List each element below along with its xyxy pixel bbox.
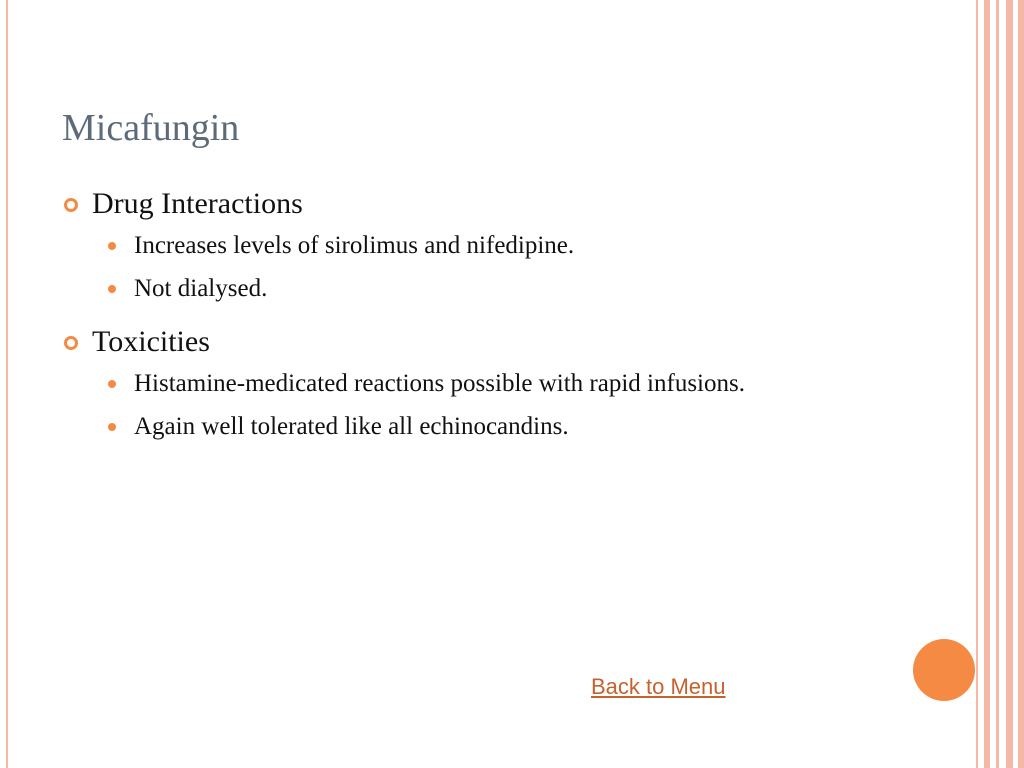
bullet-item: [62, 366, 912, 401]
bullet-item: [62, 271, 912, 306]
ring-bullet-icon: [64, 336, 78, 350]
section-heading-text: Drug Interactions: [92, 187, 303, 220]
section-heading: [62, 322, 912, 362]
bullet-text: Again well tolerated like all echinocandins.: [134, 413, 569, 440]
ring-bullet-icon: [64, 198, 78, 212]
left-border-line: [6, 0, 8, 768]
back-to-menu-link[interactable]: Back to Menu: [591, 674, 726, 699]
dot-bullet-icon: [108, 380, 116, 388]
bullet-item: [62, 409, 912, 444]
bullet-text: Not dialysed.: [134, 275, 268, 302]
dot-bullet-icon: [108, 285, 116, 293]
slide-content: [62, 184, 912, 452]
right-border-stripe: [1006, 0, 1013, 768]
slide-title: Micafungin: [62, 107, 240, 149]
bullet-text: Histamine-medicated reactions possible with rapid infusions.: [134, 370, 745, 397]
right-border-stripe: [1018, 0, 1024, 768]
bullet-item: [62, 228, 912, 263]
decorative-circle: [913, 639, 975, 701]
section-heading-text: Toxicities: [92, 325, 210, 358]
right-border-stripe: [984, 0, 990, 768]
right-border-stripe: [976, 0, 978, 768]
bullet-text: Increases levels of sirolimus and nifedipine.: [134, 232, 575, 259]
section-heading: [62, 184, 912, 224]
dot-bullet-icon: [108, 242, 116, 250]
dot-bullet-icon: [108, 423, 116, 431]
right-border-stripe: [996, 0, 999, 768]
